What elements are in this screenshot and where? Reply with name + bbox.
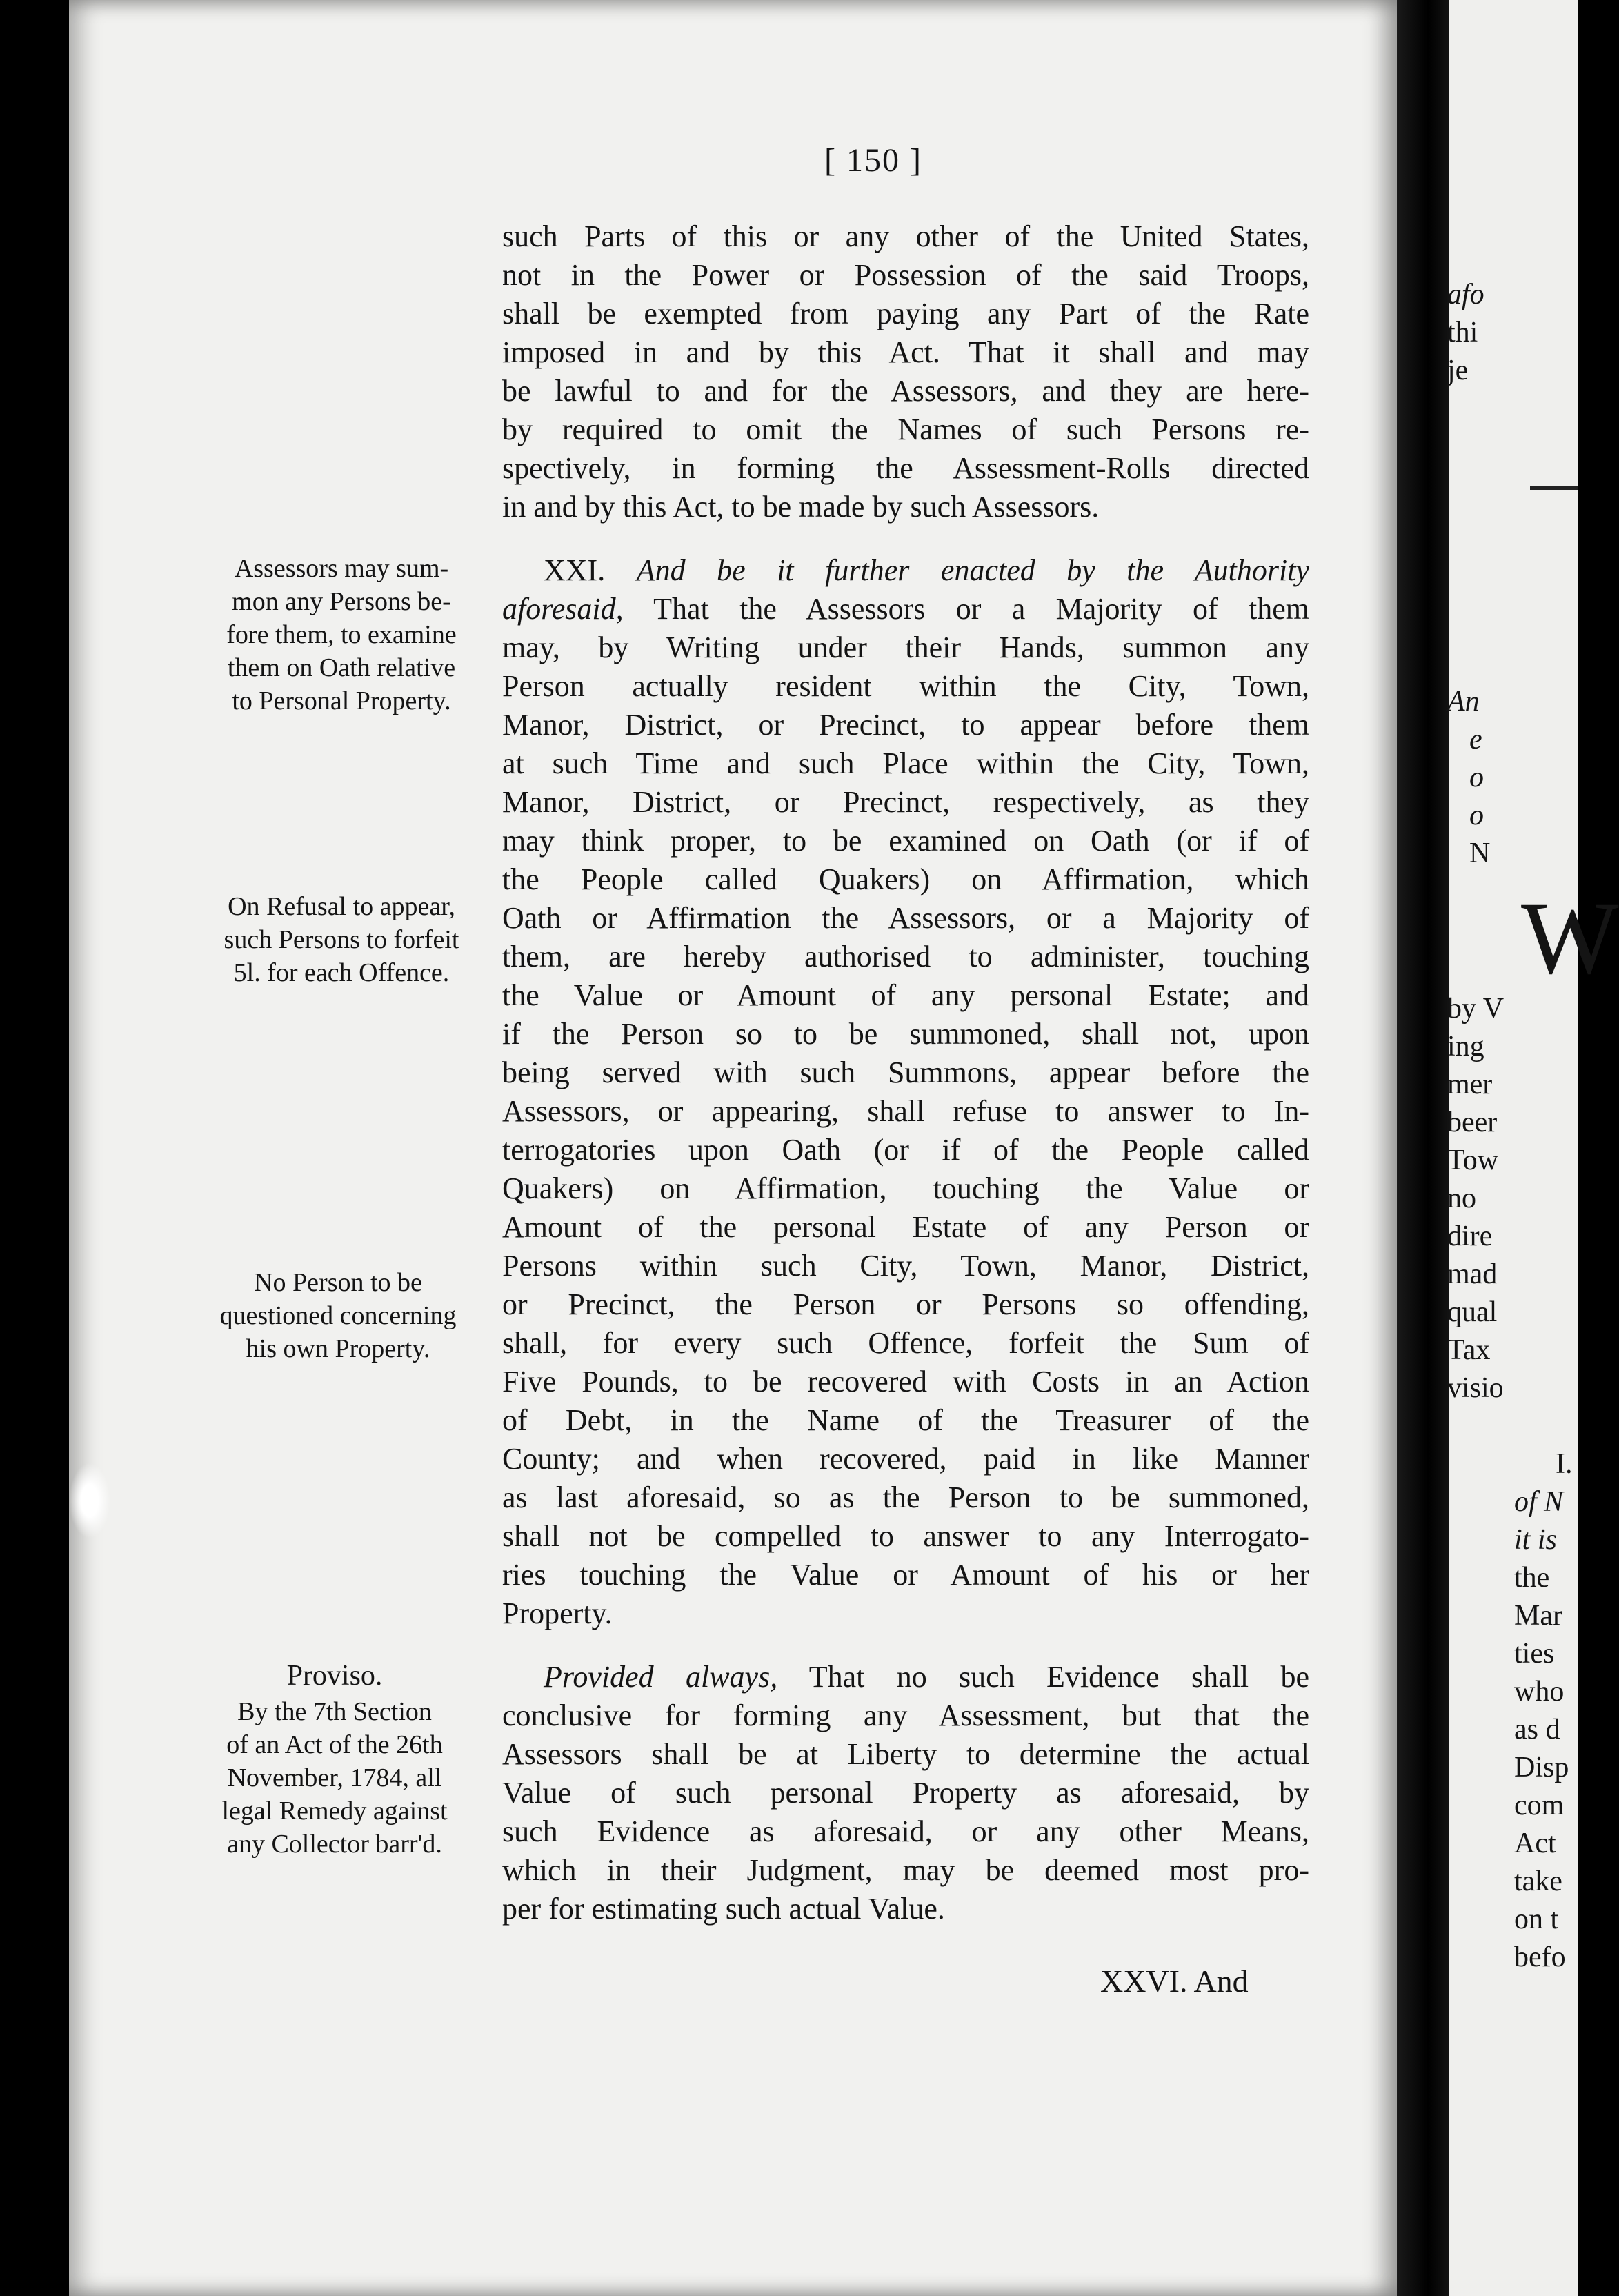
margin-note-line: Assessors may sum- — [234, 554, 449, 583]
text-line: shall be exempted from paying any Part of the Rate — [502, 297, 1309, 330]
text-line: shall, for every such Offence, forfeit the Sum of — [502, 1326, 1309, 1360]
right-page-fragment: o — [1469, 762, 1484, 793]
right-page-fragment: take — [1514, 1866, 1562, 1897]
right-page-fragment: the — [1514, 1562, 1550, 1594]
section-number: XXI. — [544, 553, 606, 587]
text-line: by required to omit the Names of such Persons re- — [502, 413, 1309, 446]
right-page-fragment: mer — [1447, 1069, 1493, 1100]
text-line: in and by this Act, to be made by such Assessors. — [502, 490, 1100, 524]
text-line: Five Pounds, to be recovered with Costs in an Action — [502, 1365, 1309, 1398]
text-line: which in their Judgment, may be deemed most pro- — [502, 1853, 1309, 1887]
right-page-fragment: Mar — [1514, 1600, 1562, 1632]
main-text-block — [502, 217, 1309, 1928]
text-line: such Evidence as aforesaid, or any other Means, — [502, 1814, 1309, 1848]
margin-note-line: them on Oath relative — [227, 653, 456, 682]
text-line: being served with such Summons, appear before the — [502, 1056, 1309, 1089]
text-line: Property. — [502, 1596, 613, 1630]
text-fragment: That the Assessors or a Majority of them — [653, 592, 1309, 626]
right-page-fragment: thi — [1447, 317, 1478, 348]
paragraph-proviso — [502, 1658, 1309, 1928]
margin-note-line: November, 1784, all — [227, 1763, 442, 1792]
text-line: such Parts of this or any other of the United States, — [502, 219, 1309, 253]
text-line: not in the Power or Possession of the said Troops, — [502, 258, 1309, 292]
text-line: Person actually resident within the City, Town, — [502, 669, 1309, 703]
right-page-fragment: ing — [1447, 1031, 1484, 1062]
margin-note-assessors-summon — [193, 552, 490, 718]
text-line: Value of such personal Property as aforesaid, by — [502, 1776, 1309, 1810]
margin-note-line: 5l. for each Offence. — [233, 958, 450, 987]
right-page-fragment: Tow — [1447, 1145, 1499, 1176]
enacting-clause: And be it further enacted by the Authority — [636, 553, 1309, 587]
right-page-fragment: Disp — [1514, 1752, 1569, 1783]
right-page-fragment: as d — [1514, 1714, 1560, 1745]
right-page-fragment: dire — [1447, 1220, 1493, 1252]
right-page-fragment: o — [1469, 800, 1484, 831]
right-page-fragment: ties — [1514, 1638, 1555, 1670]
text-line: Quakers) on Affirmation, touching the Value or — [502, 1171, 1309, 1205]
right-page-initial: W — [1521, 881, 1619, 996]
right-page-fragment: com — [1514, 1790, 1565, 1821]
margin-note-refusal-forfeit — [193, 890, 490, 989]
margin-note-line: such Persons to forfeit — [224, 925, 459, 954]
margin-note-line: questioned concerning — [219, 1301, 457, 1330]
text-line: shall not be compelled to answer to any Interrogato- — [502, 1519, 1309, 1553]
paragraph-continuation — [502, 217, 1309, 526]
margin-note-line: fore them, to examine — [226, 620, 457, 649]
text-line: be lawful to and for the Assessors, and they are here- — [502, 374, 1309, 408]
text-line — [502, 551, 1309, 590]
proviso-clause: Provided always, — [544, 1660, 778, 1694]
text-line: ries touching the Value or Amount of his or her — [502, 1558, 1309, 1592]
page-number: [ 150 ] — [824, 142, 922, 179]
text-line: Persons within such City, Town, Manor, District, — [502, 1249, 1309, 1283]
margin-note-proviso — [186, 1659, 483, 1861]
text-line: of Debt, in the Name of the Treasurer of the — [502, 1403, 1309, 1437]
right-page-fragment: no — [1447, 1182, 1476, 1214]
margin-note-line: of an Act of the 26th — [226, 1730, 443, 1759]
text-line: imposed in and by this Act. That it shall and may — [502, 335, 1309, 369]
margin-note-line: On Refusal to appear, — [228, 892, 455, 921]
text-line: terrogatories upon Oath (or if of the People called — [502, 1133, 1309, 1167]
text-line: the People called Quakers) on Affirmation, which — [502, 862, 1309, 896]
margin-note-line: No Person to be — [254, 1268, 422, 1297]
right-page-fragment: Tax — [1447, 1334, 1491, 1366]
text-line: Assessors shall be at Liberty to determine the actual — [502, 1737, 1309, 1771]
right-page-fragment: by V — [1447, 993, 1504, 1025]
text-line: Manor, District, or Precinct, respectively, as they — [502, 785, 1309, 819]
margin-note-line: By the 7th Section — [237, 1697, 432, 1726]
margin-note-line: mon any Persons be- — [232, 587, 451, 616]
text-line: if the Person so to be summoned, shall not, upon — [502, 1017, 1309, 1051]
text-fragment: That no such Evidence shall be — [808, 1660, 1309, 1694]
right-page-fragment: afo — [1447, 279, 1484, 310]
text-line: may think proper, to be examined on Oath (or if of — [502, 824, 1309, 858]
text-line: may, by Writing under their Hands, summon any — [502, 631, 1309, 664]
right-page-rule — [1530, 486, 1578, 490]
catchword-text: XXVI. And — [1100, 1963, 1249, 1999]
text-line: conclusive for forming any Assessment, but that the — [502, 1699, 1309, 1732]
right-page-fragment: on t — [1514, 1903, 1559, 1935]
right-page-fragment: befo — [1514, 1941, 1566, 1973]
enacting-clause-end: aforesaid, — [502, 592, 624, 626]
text-line: them, are hereby authorised to administer, touching — [502, 940, 1309, 973]
text-line — [502, 1658, 1309, 1696]
right-page-fragment: e — [1469, 724, 1482, 755]
margin-note-own-property — [190, 1266, 486, 1365]
paper-stain — [69, 1463, 110, 1538]
catchword — [1100, 1963, 1249, 1999]
margin-note-line: any Collector barr'd. — [227, 1830, 442, 1859]
margin-note-line: his own Property. — [246, 1334, 430, 1363]
right-page-fragment: I. — [1556, 1448, 1573, 1480]
right-page-fragment: je — [1447, 355, 1469, 386]
margin-note-title: Proviso. — [286, 1660, 383, 1692]
text-line: at such Time and such Place within the City, Town, — [502, 746, 1309, 780]
text-line: Assessors, or appearing, shall refuse to answer to In- — [502, 1094, 1309, 1128]
margin-note-line: to Personal Property. — [232, 686, 451, 715]
right-page-fragment: N — [1469, 838, 1491, 869]
text-line: County; and when recovered, paid in like Manner — [502, 1442, 1309, 1476]
margin-note-line: legal Remedy against — [221, 1797, 448, 1825]
text-line: Amount of the personal Estate of any Person or — [502, 1210, 1309, 1244]
right-page-fragment: Act — [1514, 1828, 1556, 1859]
right-page-fragment: of N — [1514, 1486, 1564, 1518]
right-page-fragment: who — [1514, 1676, 1565, 1708]
text-line: per for estimating such actual Value. — [502, 1892, 945, 1926]
text-line: or Precinct, the Person or Persons so offending, — [502, 1287, 1309, 1321]
text-line — [502, 590, 1309, 629]
text-line: Manor, District, or Precinct, to appear before them — [502, 708, 1309, 742]
right-page-fragment: it is — [1514, 1524, 1557, 1556]
right-page-fragment: qual — [1447, 1296, 1498, 1328]
text-line: the Value or Amount of any personal Estate; and — [502, 978, 1309, 1012]
right-page-fragment: visio — [1447, 1372, 1504, 1404]
right-page-fragment: beer — [1447, 1107, 1498, 1138]
text-line: Oath or Affirmation the Assessors, or a Majority of — [502, 901, 1309, 935]
text-line: spectively, in forming the Assessment-Rolls directed — [502, 451, 1309, 485]
paragraph-section-xxi — [502, 551, 1309, 1633]
right-page-fragment: An — [1447, 686, 1480, 718]
right-page-fragment: mad — [1447, 1258, 1498, 1290]
text-line: as last aforesaid, so as the Person to be summoned, — [502, 1481, 1309, 1514]
